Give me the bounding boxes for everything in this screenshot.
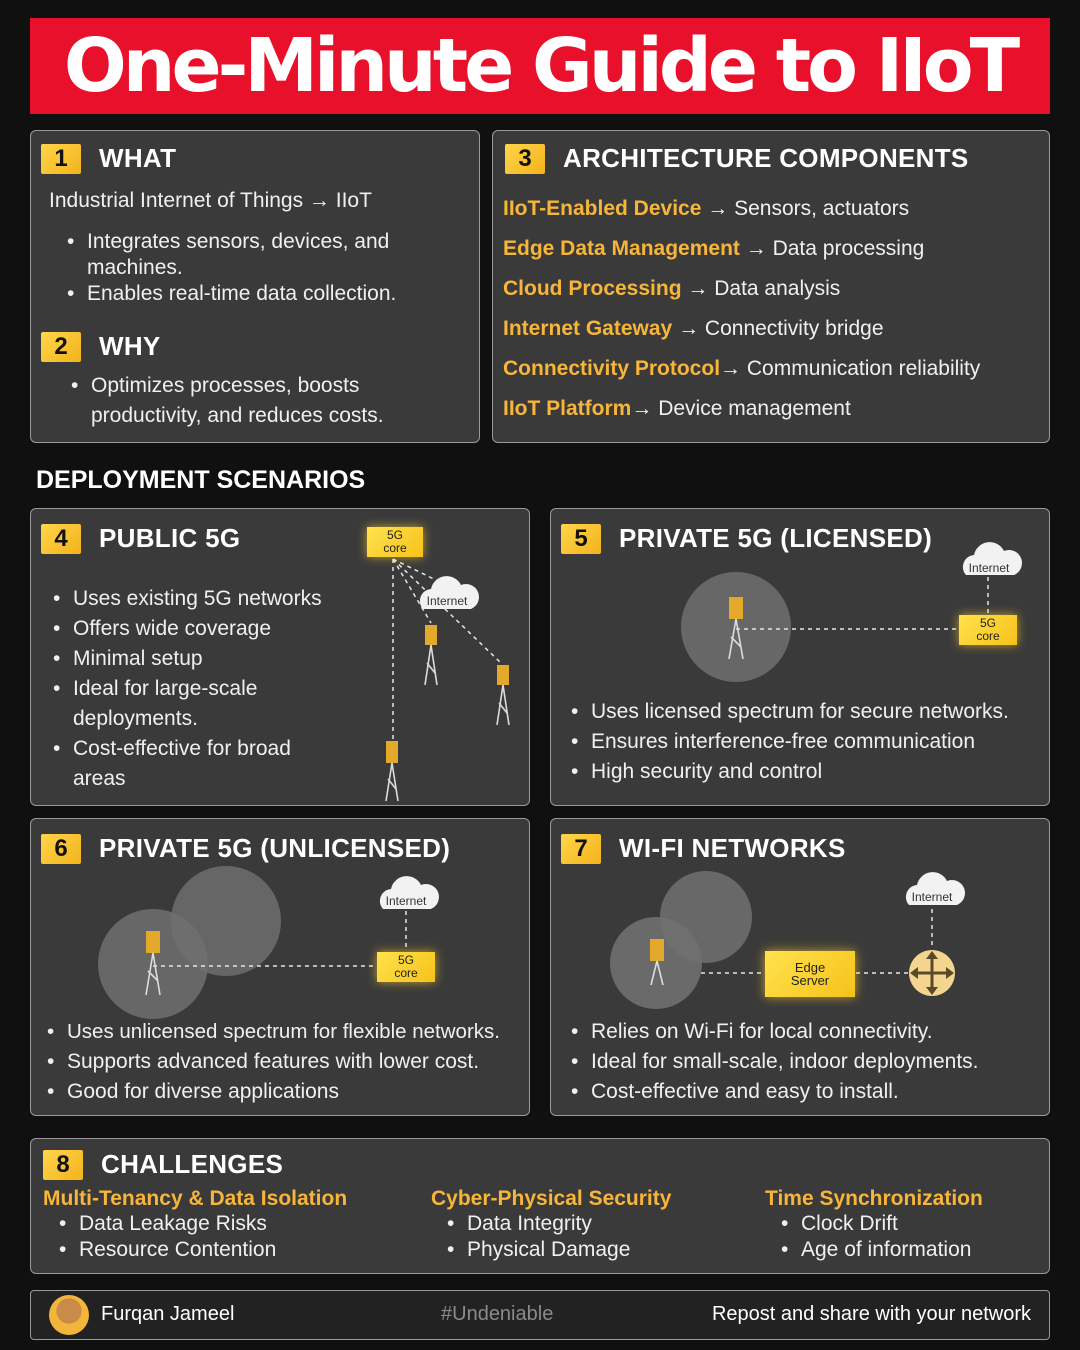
component-name: IIoT Platform [503, 397, 632, 420]
5g-core-box [959, 615, 1017, 645]
list-item: • Clock Drift [777, 1211, 983, 1237]
section-number: 1 [41, 144, 81, 174]
challenge-group [43, 1187, 347, 1263]
page-title: One-Minute Guide to IIoT [63, 23, 1017, 109]
list-item: • Resource Contention [55, 1237, 347, 1263]
author-name: Furqan Jameel [101, 1303, 235, 1325]
unlicensed-diagram [31, 839, 521, 1019]
what-definition: Industrial Internet of Things → IIoT [49, 189, 372, 212]
public-5g-bullets [49, 584, 349, 794]
component-desc: Connectivity bridge [704, 317, 884, 340]
svg-text:Internet: Internet [911, 890, 953, 904]
svg-text:Internet: Internet [385, 894, 427, 908]
what-heading: WHAT [99, 143, 177, 173]
wifi-panel [550, 818, 1050, 1116]
5g-core-box [377, 952, 435, 982]
list-item: • Cost-effective and easy to install. [567, 1077, 1047, 1107]
list-item: • Data Leakage Risks [55, 1211, 347, 1237]
private-5g-unlicensed-panel [30, 818, 530, 1116]
private-5g-licensed-heading: PRIVATE 5G (LICENSED) [619, 523, 933, 553]
what-bullets [63, 229, 463, 307]
list-item: • Supports advanced features with lower cost. [43, 1047, 529, 1077]
list-item: • Relies on Wi-Fi for local connectivity. [567, 1017, 1047, 1047]
arrow: → [707, 197, 729, 220]
component-name: Edge Data Management [503, 237, 740, 260]
architecture-panel [492, 130, 1050, 443]
core-label: 5G [397, 953, 414, 967]
arrow: → [745, 237, 767, 260]
list-item: • Ideal for small-scale, indoor deployments. [567, 1047, 1047, 1077]
list-item: • Good for diverse applications [43, 1077, 529, 1107]
list-item: • Enables real-time data collection. [63, 281, 463, 307]
wifi-heading: WI-FI NETWORKS [619, 833, 846, 863]
footer-bar [30, 1290, 1050, 1340]
challenge-title: Cyber-Physical Security [431, 1187, 672, 1210]
private-5g-unlicensed-heading: PRIVATE 5G (UNLICENSED) [99, 833, 451, 863]
arrow: → [678, 317, 700, 340]
public-5g-heading: PUBLIC 5G [99, 523, 241, 553]
avatar [49, 1295, 89, 1335]
cell-tower-icon [386, 741, 398, 801]
challenges-heading: CHALLENGES [101, 1149, 284, 1179]
component-desc: Sensors, actuators [734, 197, 910, 220]
internet-cloud-icon [420, 576, 479, 609]
core-label: core [394, 966, 418, 980]
core-label: core [383, 541, 407, 555]
cell-tower-icon [425, 625, 437, 685]
why-bullets [67, 371, 407, 431]
list-item: • Ideal for large-scale deployments. [49, 674, 349, 734]
challenges-panel [30, 1138, 1050, 1274]
svg-text:Internet: Internet [968, 561, 1010, 575]
internet-cloud-icon [963, 542, 1022, 575]
hashtag: #Undeniable [441, 1303, 554, 1325]
list-item: • Optimizes processes, boosts productivity, and reduces costs. [67, 371, 407, 431]
section-number: 3 [505, 144, 545, 174]
component-name: IIoT-Enabled Device [503, 197, 702, 220]
list-item [503, 317, 980, 357]
component-desc: Data analysis [714, 277, 841, 300]
component-desc: Data processing [772, 237, 925, 260]
list-item [503, 237, 980, 277]
section-number: 4 [41, 524, 81, 554]
list-item: • Physical Damage [443, 1237, 671, 1263]
share-cta: Repost and share with your network [711, 1303, 1031, 1325]
section-number: 8 [43, 1150, 83, 1180]
title-banner [30, 18, 1050, 114]
internet-cloud-icon [906, 872, 965, 905]
component-name: Connectivity Protocol [503, 357, 721, 380]
challenge-title: Multi-Tenancy & Data Isolation [43, 1187, 348, 1210]
core-label: core [976, 629, 1000, 643]
public-5g-panel [30, 508, 530, 806]
section-number: 7 [561, 834, 601, 864]
router-icon [909, 950, 955, 996]
component-name: Internet Gateway [503, 317, 673, 340]
list-item: • High security and control [567, 757, 1047, 787]
list-item: • Cost-effective for broad areas [49, 734, 349, 794]
list-item: • Minimal setup [49, 644, 349, 674]
challenge-group [431, 1187, 671, 1263]
arrow: → [687, 277, 709, 300]
challenge-title: Time Synchronization [765, 1187, 983, 1210]
core-label: 5G [979, 616, 996, 630]
deployment-heading: DEPLOYMENT SCENARIOS [36, 466, 366, 494]
arrow: → [720, 357, 742, 380]
list-item: • Uses licensed spectrum for secure networks. [567, 697, 1047, 727]
svg-text:Internet: Internet [426, 594, 468, 608]
why-heading: WHY [99, 331, 161, 361]
list-item: • Age of information [777, 1237, 983, 1263]
core-label: 5G [386, 528, 403, 542]
component-desc: Device management [658, 397, 851, 420]
licensed-bullets [567, 697, 1047, 787]
cell-tower-icon [497, 665, 509, 725]
component-desc: Communication reliability [746, 357, 981, 380]
wifi-bullets [567, 1017, 1047, 1107]
component-name: Cloud Processing [503, 277, 682, 300]
section-number: 6 [41, 834, 81, 864]
list-item [503, 397, 980, 437]
architecture-list [503, 197, 980, 437]
unlicensed-bullets [43, 1017, 529, 1107]
challenge-group [765, 1187, 983, 1263]
private-5g-licensed-panel [550, 508, 1050, 806]
section-number: 5 [561, 524, 601, 554]
what-why-panel [30, 130, 480, 443]
list-item: • Data Integrity [443, 1211, 671, 1237]
architecture-heading: ARCHITECTURE COMPONENTS [563, 143, 969, 173]
list-item [503, 277, 980, 317]
list-item [503, 357, 980, 397]
internet-cloud-icon [380, 876, 439, 909]
edge-label: Edge [794, 960, 826, 975]
list-item: • Integrates sensors, devices, and machines. [63, 229, 463, 281]
edge-server-box [765, 951, 855, 997]
5g-core-box [367, 527, 423, 557]
edge-label: Server [790, 973, 830, 988]
arrow: → [631, 397, 653, 420]
list-item: • Ensures interference-free communication [567, 727, 1047, 757]
list-item [503, 197, 980, 237]
list-item: • Uses existing 5G networks [49, 584, 349, 614]
list-item: • Offers wide coverage [49, 614, 349, 644]
list-item: • Uses unlicensed spectrum for flexible networks. [43, 1017, 529, 1047]
section-number: 2 [41, 332, 81, 362]
